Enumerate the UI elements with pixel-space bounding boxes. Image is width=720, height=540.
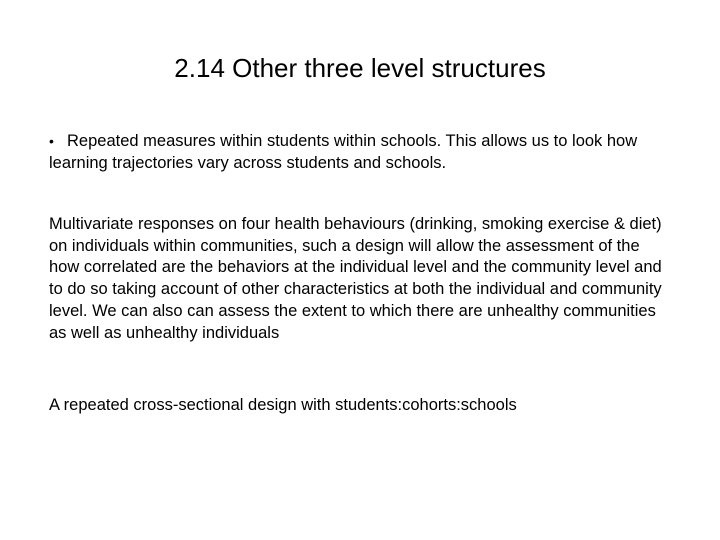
bullet-icon: •: [49, 133, 54, 149]
paragraph-multivariate-responses: Multivariate responses on four health behaviours (drinking, smoking exercise & diet) on individuals within communities, such a design will allow the assessment of the how correlated are the behaviors at the individual level and the community level and to do so taking account of other characteristics at both the individual and community level. We can also can assess the extent to which there are unhealthy communities as well as unhealthy individuals: [49, 215, 662, 342]
paragraph-repeated-measures: [49, 131, 669, 174]
paragraph-cross-sectional-design: A repeated cross-sectional design with students:cohorts:schools: [49, 396, 517, 414]
paragraph-text: Repeated measures within students within schools. This allows us to look how learning trajectories vary across students and schools.: [49, 132, 638, 172]
slide-title: 2.14 Other three level structures: [174, 53, 546, 83]
